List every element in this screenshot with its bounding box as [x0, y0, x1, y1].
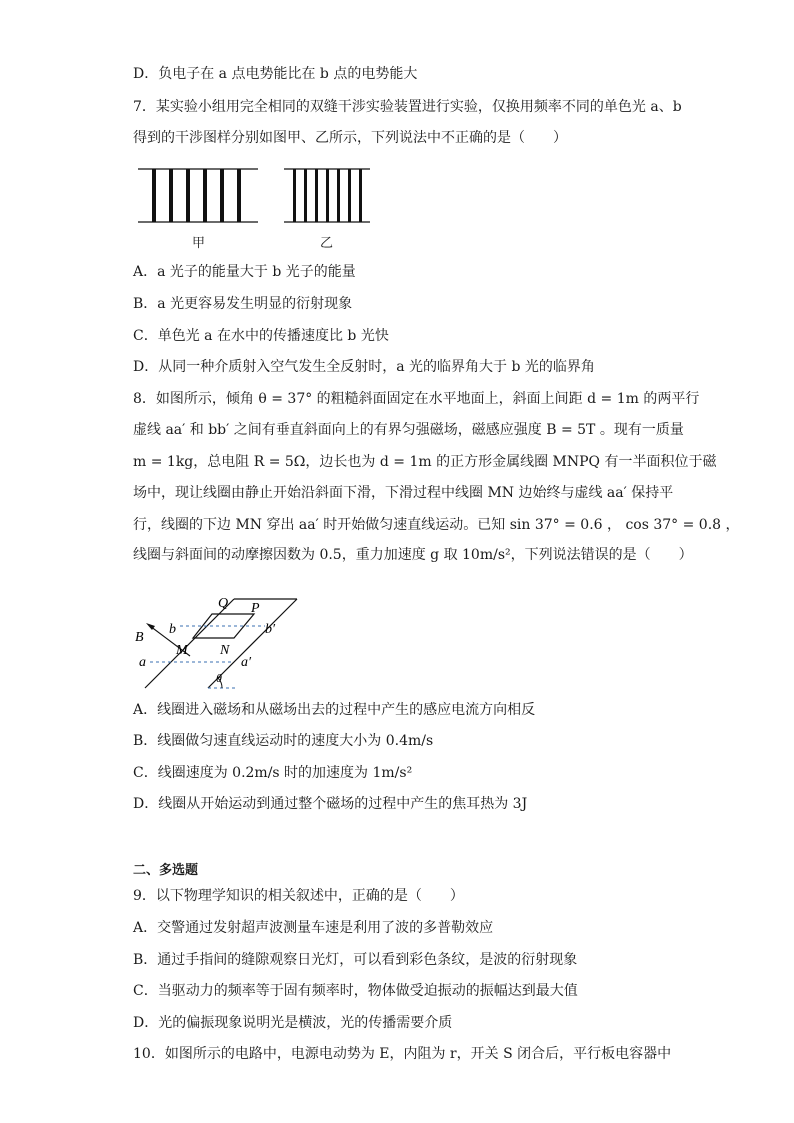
- q8-option-c: C．线圈速度为 0.2m/s 时的加速度为 1m/s²: [133, 765, 413, 781]
- q7-option-b: B．a 光更容易发生明显的衍射现象: [133, 296, 353, 312]
- q7-stem-line1: 7．某实验小组用完全相同的双缝干涉实验装置进行实验，仅换用频率不同的单色光 a、b: [133, 99, 682, 115]
- q9-stem: 9．以下物理学知识的相关叙述中，正确的是（ ）: [133, 888, 464, 904]
- q6-option-d: D．负电子在 a 点电势能比在 b 点的电势能大: [133, 66, 418, 82]
- label-a: a: [139, 655, 146, 670]
- label-q: Q: [218, 596, 229, 611]
- label-a-prime: a′: [241, 655, 252, 670]
- label-field-b: B: [135, 630, 144, 645]
- label-b-prime: b′: [265, 622, 276, 637]
- q8-stem-line1: 8．如图所示，倾角 θ = 37° 的粗糙斜面固定在水平地面上，斜面上间距 d = 1m 的两平行: [133, 391, 700, 407]
- q9-option-b: B．通过手指间的缝隙观察日光灯，可以看到彩色条纹，是波的衍射现象: [133, 952, 578, 968]
- q7-option-d: D．从同一种介质射入空气发生全反射时，a 光的临界角大于 b 光的临界角: [133, 359, 595, 375]
- q7-option-a: A．a 光子的能量大于 b 光子的能量: [133, 264, 356, 280]
- q10-stem: 10．如图所示的电路中，电源电动势为 E，内阻为 r，开关 S 闭合后，平行板电容器中: [133, 1046, 672, 1062]
- section-title-multi-choice: 二、多选题: [133, 863, 199, 878]
- q8-option-a: A．线圈进入磁场和从磁场出去的过程中产生的感应电流方向相反: [133, 702, 536, 718]
- figure-caption-yi: 乙: [320, 236, 334, 251]
- q9-option-a: A．交警通过发射超声波测量车速是利用了波的多普勒效应: [133, 920, 494, 936]
- label-m: M: [176, 643, 188, 658]
- q8-stem-line3: m = 1kg，总电阻 R = 5Ω，边长也为 d = 1m 的正方形金属线圈 MNPQ 有一半面积位于磁: [133, 454, 717, 470]
- q8-stem-line2: 虚线 aa′ 和 bb′ 之间有垂直斜面向上的有界匀强磁场，磁感应强度 B = 5T 。现有一质量: [133, 422, 684, 438]
- label-b: b: [169, 622, 176, 637]
- q9-option-d: D．光的偏振现象说明光是横波，光的传播需要介质: [133, 1015, 453, 1031]
- label-n: N: [220, 643, 230, 658]
- label-p: P: [251, 601, 260, 616]
- q8-stem-line6: 线圈与斜面间的动摩擦因数为 0.5，重力加速度 g 取 10m/s²，下列说法错误的是（ ）: [133, 547, 693, 563]
- q8-stem-line5: 行，线圈的下边 MN 穿出 aa′ 时开始做匀速直线运动。已知 sin 37° = 0.6 ， cos 37° = 0.8 ，: [133, 517, 740, 533]
- q7-option-c: C．单色光 a 在水中的传播速度比 b 光快: [133, 328, 389, 344]
- incline-coil-figure: [130, 578, 310, 696]
- q7-stem-line2: 得到的干涉图样分别如图甲、乙所示，下列说法中不正确的是（ ）: [133, 130, 567, 146]
- q8-option-b: B．线圈做匀速直线运动时的速度大小为 0.4m/s: [133, 733, 434, 749]
- figure-caption-jia: 甲: [192, 236, 206, 251]
- label-theta: θ: [216, 671, 222, 685]
- interference-patterns-figure: [136, 165, 376, 227]
- q8-option-d: D．线圈从开始运动到通过整个磁场的过程中产生的焦耳热为 3J: [133, 796, 528, 812]
- q9-option-c: C．当驱动力的频率等于固有频率时，物体做受迫振动的振幅达到最大值: [133, 983, 578, 999]
- q8-stem-line4: 场中，现让线圈由静止开始沿斜面下滑，下滑过程中线圈 MN 边始终与虚线 aa′ 保持平: [133, 485, 674, 501]
